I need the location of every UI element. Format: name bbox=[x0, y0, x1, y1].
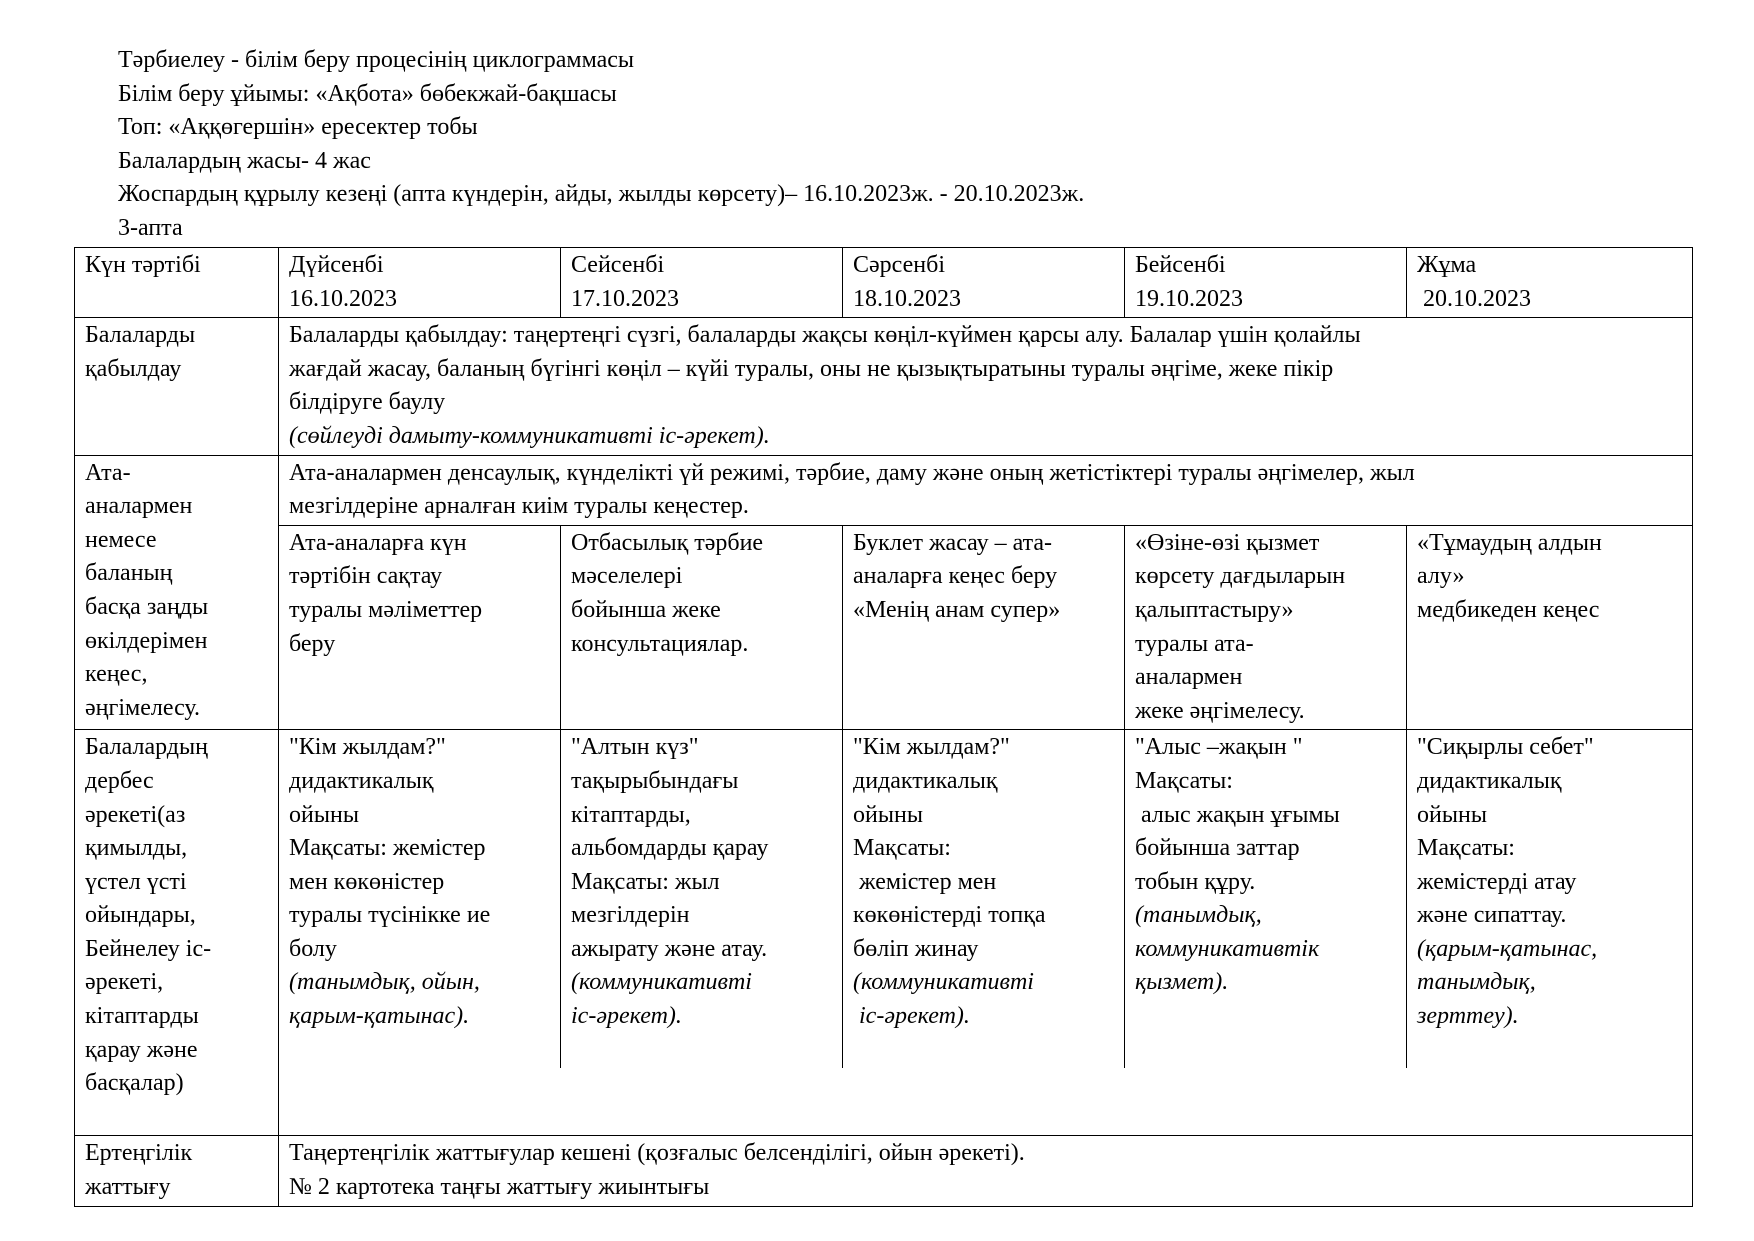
parents-cell-thursday bbox=[1125, 525, 1407, 730]
text-line: болу bbox=[289, 935, 337, 962]
text-line: «Менің анам супер» bbox=[853, 596, 1061, 623]
table-header-row bbox=[75, 248, 1693, 318]
activity-cell-monday bbox=[279, 730, 561, 1068]
header-period: Жоспардың құрылу кезеңі (апта күндерін, айды, жылды көрсету)– 16.10.2023ж. - 20.10.2023ж. bbox=[118, 181, 1085, 208]
text-line: "Сиқырлы себет" bbox=[1417, 734, 1594, 761]
label-line: Ертеңгілік bbox=[85, 1140, 193, 1167]
text-line: мен көкөністер bbox=[289, 868, 445, 895]
text-line: Таңертеңгілік жаттығулар кешені (қозғалыс белсенділігі, ойын әрекеті). bbox=[289, 1140, 1025, 1167]
schedule-header-cell bbox=[75, 248, 279, 318]
document-header bbox=[118, 44, 1084, 246]
text-line: Ата-аналармен денсаулық, күнделікті үй режимі, тәрбие, даму және оның жетістіктері туралы әңгімелер, жыл bbox=[289, 459, 1415, 486]
day-name: Жұма bbox=[1417, 252, 1477, 278]
parents-cell-monday bbox=[279, 525, 561, 730]
day-date: 17.10.2023 bbox=[571, 285, 679, 312]
activity-cell-thursday bbox=[1125, 730, 1407, 1068]
label-line: қимылды, bbox=[85, 835, 188, 862]
text-line: туралы түсінікке ие bbox=[289, 902, 491, 929]
activity-cell-friday bbox=[1407, 730, 1693, 1068]
row-label-reception bbox=[75, 318, 279, 455]
cyclogram-table bbox=[74, 247, 1693, 1207]
label-line: кеңес, bbox=[85, 661, 148, 688]
row-label-parents bbox=[75, 455, 279, 730]
text-line: алыс жақын ұғымы bbox=[1135, 801, 1340, 828]
day-name: Бейсенбі bbox=[1135, 252, 1226, 278]
text-line: Отбасылық тәрбие bbox=[571, 529, 764, 556]
label-line: дербес bbox=[85, 767, 154, 794]
text-line: туралы мәліметтер bbox=[289, 596, 483, 623]
activity-type-note: танымдық, bbox=[1417, 969, 1536, 996]
header-title: Тәрбиелеу - білім беру процесінің циклограммасы bbox=[118, 47, 635, 73]
activity-cell-wednesday bbox=[843, 730, 1125, 1068]
text-line: ажырату және атау. bbox=[571, 935, 768, 962]
day-header-tuesday bbox=[561, 248, 843, 318]
text-line: беру bbox=[289, 630, 336, 657]
text-line: алу» bbox=[1417, 563, 1465, 590]
exercise-text-cell bbox=[279, 1136, 1693, 1206]
parents-cell-wednesday bbox=[843, 525, 1125, 730]
label-line: Ата- bbox=[85, 459, 131, 486]
text-line: жемістерді атау bbox=[1417, 868, 1577, 895]
label-line: әрекеті, bbox=[85, 969, 164, 996]
text-line: бойынша жеке bbox=[571, 596, 721, 623]
text-line: Мақсаты: bbox=[853, 835, 951, 862]
text-line: «Өзіне-өзі қызмет bbox=[1135, 529, 1320, 556]
row-label-exercise bbox=[75, 1136, 279, 1206]
header-organization: Білім беру ұйымы: «Ақбота» бөбекжай-бақшасы bbox=[118, 80, 617, 107]
day-date: 19.10.2023 bbox=[1135, 285, 1243, 312]
label-line: әрекеті(аз bbox=[85, 801, 186, 828]
activity-type-note: (коммуникативті bbox=[853, 969, 1034, 996]
parents-cell-friday bbox=[1407, 525, 1693, 730]
header-age: Балалардың жасы- 4 жас bbox=[118, 147, 371, 174]
text-line: аналармен bbox=[1135, 664, 1243, 691]
text-line: Ата-аналарға күн bbox=[289, 529, 467, 556]
activity-cell-tuesday bbox=[561, 730, 843, 1068]
activity-spacer-cell bbox=[279, 1068, 1693, 1136]
text-line: тақырыбындағы bbox=[571, 767, 739, 794]
text-line: "Кім жылдам?" bbox=[853, 734, 1010, 761]
label-line: Балалардың bbox=[85, 734, 208, 761]
day-name: Сәрсенбі bbox=[853, 252, 945, 278]
text-line: дидактикалық bbox=[1417, 767, 1562, 794]
label-line: басқа заңды bbox=[85, 593, 209, 620]
text-line: көкөністерді топқа bbox=[853, 902, 1046, 929]
text-line: "Кім жылдам?" bbox=[289, 734, 446, 761]
label-line: әңгімелесу. bbox=[85, 694, 201, 721]
activity-type-note: қызмет). bbox=[1135, 969, 1229, 996]
text-line: тәртібін сақтау bbox=[289, 563, 443, 590]
day-date: 18.10.2023 bbox=[853, 285, 961, 312]
text-line: «Тұмаудың алдын bbox=[1417, 529, 1602, 556]
table-row-activity-spacer bbox=[75, 1068, 1693, 1136]
text-line: жеке әңгімелесу. bbox=[1135, 697, 1305, 724]
text-line: ойыны bbox=[1417, 801, 1487, 828]
activity-type-note: (коммуникативті bbox=[571, 969, 752, 996]
day-name: Дүйсенбі bbox=[289, 252, 384, 278]
activity-type-note: (танымдық, bbox=[1135, 902, 1262, 929]
table-row-reception bbox=[75, 318, 1693, 455]
text-line: тобын құру. bbox=[1135, 868, 1256, 895]
text-line: Балаларды қабылдау: таңертеңгі сүзгі, балаларды жақсы көңіл-күймен қарсы алу. Балалар үшін қолайлы bbox=[289, 322, 1361, 349]
activity-type-note: қарым-қатынас). bbox=[289, 1003, 470, 1030]
text-line: білдіруге баулу bbox=[289, 389, 446, 416]
text-line: мезгілдерін bbox=[571, 902, 690, 929]
text-line: ойыны bbox=[853, 801, 923, 828]
header-week: 3-апта bbox=[118, 214, 183, 241]
text-line: қалыптастыру» bbox=[1135, 596, 1294, 623]
activity-type-note: (қарым-қатынас, bbox=[1417, 935, 1598, 962]
day-date: 20.10.2023 bbox=[1417, 285, 1531, 312]
parents-cell-tuesday bbox=[561, 525, 843, 730]
day-header-monday bbox=[279, 248, 561, 318]
text-line: № 2 картотека таңғы жаттығу жиынтығы bbox=[289, 1173, 710, 1200]
day-name: Сейсенбі bbox=[571, 252, 665, 278]
activity-type-note: іс-әрекет). bbox=[853, 1003, 970, 1030]
label-line: жаттығу bbox=[85, 1173, 171, 1200]
label-line: қарау және bbox=[85, 1036, 198, 1063]
schedule-header-label: Күн тәртібі bbox=[85, 252, 201, 278]
reception-text-cell bbox=[279, 318, 1693, 455]
label-line: қабылдау bbox=[85, 355, 182, 382]
text-line: мезгілдеріне арналған киім туралы кеңестер. bbox=[289, 493, 749, 520]
text-line: көрсету дағдыларын bbox=[1135, 563, 1346, 590]
day-header-friday bbox=[1407, 248, 1693, 318]
text-line: Буклет жасау – ата- bbox=[853, 529, 1053, 556]
text-line: "Алыс –жақын " bbox=[1135, 734, 1303, 761]
label-line: баланың bbox=[85, 560, 173, 587]
day-date: 16.10.2023 bbox=[289, 285, 397, 312]
activity-type-note: (сөйлеуді дамыту-коммуникативті іс-әрекет). bbox=[289, 422, 770, 449]
label-line: аналармен bbox=[85, 493, 193, 520]
text-line: мәселелері bbox=[571, 563, 683, 590]
text-line: Мақсаты: bbox=[1417, 835, 1515, 862]
label-line: кітаптарды bbox=[85, 1003, 199, 1030]
text-line: альбомдарды қарау bbox=[571, 835, 769, 862]
label-line: немесе bbox=[85, 526, 157, 553]
day-header-wednesday bbox=[843, 248, 1125, 318]
activity-type-note: зерттеу). bbox=[1417, 1003, 1519, 1030]
text-line: бөліп жинау bbox=[853, 935, 979, 962]
activity-type-note: коммуникативтік bbox=[1135, 935, 1320, 962]
text-line: және сипаттау. bbox=[1417, 902, 1567, 929]
text-line: кітаптарды, bbox=[571, 801, 691, 828]
text-line: аналарға кеңес беру bbox=[853, 563, 1058, 590]
table-row-exercise bbox=[75, 1136, 1693, 1206]
table-row-activity bbox=[75, 730, 1693, 1068]
text-line: бойынша заттар bbox=[1135, 835, 1300, 862]
activity-type-note: іс-әрекет). bbox=[571, 1003, 682, 1030]
label-line: Бейнелеу іс- bbox=[85, 935, 212, 962]
activity-type-note: (танымдық, ойын, bbox=[289, 969, 480, 996]
day-header-thursday bbox=[1125, 248, 1407, 318]
text-line: Мақсаты: жыл bbox=[571, 868, 720, 895]
text-line: дидактикалық bbox=[289, 767, 434, 794]
text-line: туралы ата- bbox=[1135, 630, 1254, 657]
text-line: Мақсаты: bbox=[1135, 767, 1233, 794]
text-line: дидактикалық bbox=[853, 767, 998, 794]
header-group: Топ: «Аққөгершін» ересектер тобы bbox=[118, 114, 478, 141]
table-row-parents-days bbox=[75, 525, 1693, 730]
label-line: басқалар) bbox=[85, 1070, 184, 1097]
label-line: үстел үсті bbox=[85, 868, 187, 895]
row-label-activity bbox=[75, 730, 279, 1136]
text-line: ойыны bbox=[289, 801, 359, 828]
label-line: ойындары, bbox=[85, 902, 196, 929]
text-line: консультациялар. bbox=[571, 630, 749, 657]
label-line: Балаларды bbox=[85, 322, 196, 349]
text-line: Мақсаты: жемістер bbox=[289, 835, 486, 862]
parents-common-cell bbox=[279, 455, 1693, 525]
text-line: медбикеден кеңес bbox=[1417, 596, 1600, 623]
text-line: жемістер мен bbox=[853, 868, 997, 895]
text-line: "Алтын күз" bbox=[571, 734, 699, 761]
text-line: жағдай жасау, баланың бүгінгі көңіл – күйі туралы, оны не қызықтыратыны туралы әңгіме, жеке пікір bbox=[289, 355, 1334, 382]
label-line: өкілдерімен bbox=[85, 627, 208, 654]
table-row-parents bbox=[75, 455, 1693, 525]
